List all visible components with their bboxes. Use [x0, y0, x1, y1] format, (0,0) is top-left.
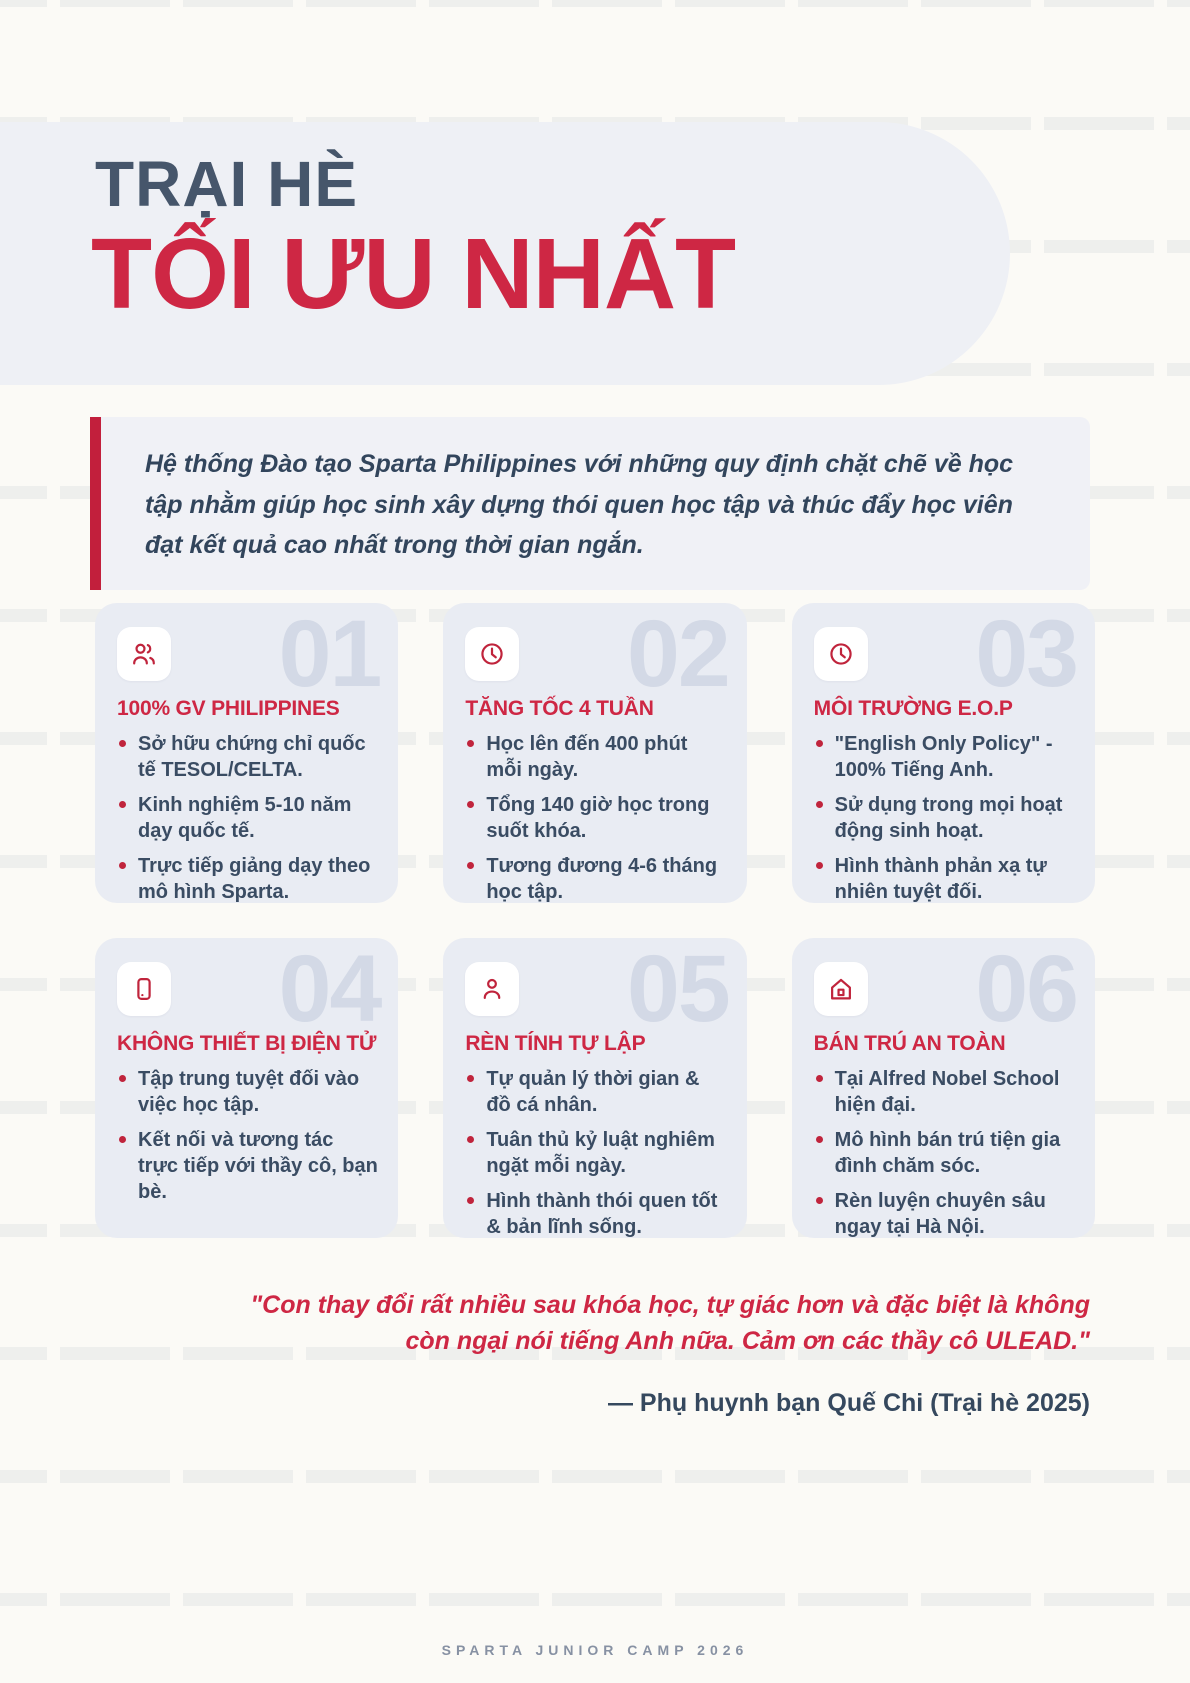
bullet-item: "English Only Policy" - 100% Tiếng Anh.: [814, 731, 1075, 783]
card-bullets: [465, 1066, 726, 1240]
feature-card: [95, 938, 398, 1238]
bullet-item: Rèn luyện chuyên sâu ngay tại Hà Nội.: [814, 1188, 1075, 1240]
bullet-item: Kinh nghiệm 5-10 năm dạy quốc tế.: [117, 792, 378, 844]
testimonial-quote: [200, 1288, 1090, 1418]
quote-attribution: — Phụ huynh bạn Quế Chi (Trại hè 2025): [607, 1389, 1090, 1417]
card-title: BÁN TRÚ AN TOÀN: [813, 1032, 1006, 1055]
bullet-item: Sở hữu chứng chỉ quốc tế TESOL/CELTA.: [117, 731, 378, 783]
bullet-item: Mô hình bán trú tiện gia đình chăm sóc.: [814, 1127, 1075, 1179]
clock-icon: [465, 627, 519, 681]
bullet-item: Trực tiếp giảng dạy theo mô hình Sparta.: [117, 853, 378, 905]
card-number: 04: [278, 936, 381, 1042]
bullet-item: Hình thành phản xạ tự nhiên tuyệt đối.: [814, 853, 1075, 905]
card-title: 100% GV PHILIPPINES: [117, 697, 340, 720]
bullet-item: Tại Alfred Nobel School hiện đại.: [814, 1066, 1075, 1118]
bullet-item: Tương đương 4-6 tháng học tập.: [465, 853, 726, 905]
person-icon: [465, 962, 519, 1016]
card-title: MÔI TRƯỜNG E.O.P: [813, 697, 1013, 720]
smartphone-icon: [117, 962, 171, 1016]
home-icon: [814, 962, 868, 1016]
title-banner: [0, 122, 1010, 385]
features-grid: [95, 603, 1095, 1238]
quote-text: "Con thay đổi rất nhiều sau khóa học, tự giác hơn và đặc biệt là không còn ngại nói tiếng Anh nữa. Cảm ơn các thầy cô ULEAD.": [250, 1291, 1090, 1355]
card-number: 02: [626, 601, 729, 707]
bullet-item: Học lên đến 400 phút mỗi ngày.: [465, 731, 726, 783]
card-bullets: [117, 731, 378, 905]
page-title-line-2: TỐI ƯU NHẤT: [91, 218, 736, 330]
card-title: KHÔNG THIẾT BỊ ĐIỆN TỬ: [117, 1032, 377, 1055]
card-number: 05: [626, 936, 729, 1042]
bullet-item: Tổng 140 giờ học trong suốt khóa.: [465, 792, 726, 844]
users-icon: [117, 627, 171, 681]
bullet-item: Kết nối và tương tác trực tiếp với thầy cô, bạn bè.: [117, 1127, 378, 1205]
card-bullets: [465, 731, 726, 905]
bullet-item: Tập trung tuyệt đối vào việc học tập.: [117, 1066, 378, 1118]
intro-text: Hệ thống Đào tạo Sparta Philippines với những quy định chặt chẽ về học tập nhằm giúp học sinh xây dựng thói quen học tập và thúc đẩy học viên đạt kết quả cao nhất trong thời gian ngắn.: [145, 450, 1014, 559]
feature-card: [792, 938, 1095, 1238]
feature-card: [95, 603, 398, 903]
bullet-item: Hình thành thói quen tốt & bản lĩnh sống.: [465, 1188, 726, 1240]
card-title: TĂNG TỐC 4 TUẦN: [465, 697, 654, 720]
card-number: 06: [975, 936, 1077, 1042]
card-bullets: [814, 731, 1075, 905]
card-bullets: [117, 1066, 378, 1205]
footer-tagline: SPARTA JUNIOR CAMP 2026: [441, 1642, 749, 1658]
feature-card: [443, 938, 746, 1238]
page-title-line-1: TRẠI HÈ: [95, 148, 358, 220]
feature-card: [792, 603, 1095, 903]
bullet-item: Tuân thủ kỷ luật nghiêm ngặt mỗi ngày.: [465, 1127, 726, 1179]
intro-callout: [90, 417, 1090, 590]
card-title: RÈN TÍNH TỰ LẬP: [465, 1032, 646, 1055]
card-number: 01: [278, 601, 381, 707]
card-bullets: [814, 1066, 1075, 1240]
card-number: 03: [975, 601, 1077, 707]
bullet-item: Sử dụng trong mọi hoạt động sinh hoạt.: [814, 792, 1075, 844]
bullet-item: Tự quản lý thời gian & đồ cá nhân.: [465, 1066, 726, 1118]
feature-card: [443, 603, 746, 903]
clock-icon: [814, 627, 868, 681]
